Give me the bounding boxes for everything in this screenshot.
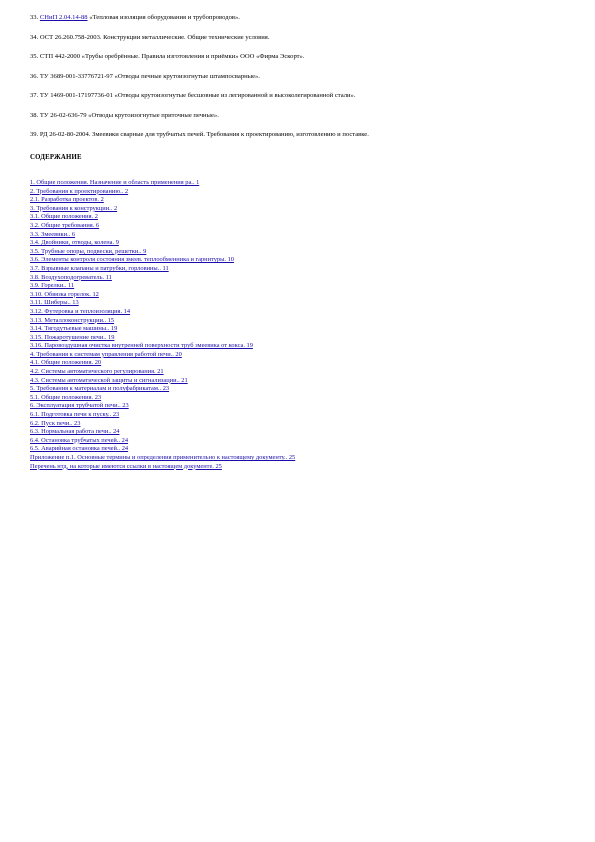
reference-item: 34. ОСТ 26.260.758-2003. Конструкции металлические. Общие технические условия.: [30, 33, 270, 41]
toc-link[interactable]: 6.4. Остановка трубчатых печей.. 24: [30, 436, 129, 444]
reference-item: 39. РД 26-02-80-2004. Змеевики сварные для трубчатых печей. Требования к проектированию, изготовлению и поставке.: [30, 131, 369, 138]
reference-list: [30, 14, 585, 151]
toc-link[interactable]: 3.15. Пожаротушение печи.. 19: [30, 333, 115, 341]
toc-link[interactable]: 3.6. Элементы контроля состояния змеев. теплообменника и гарнитуры. 10: [30, 256, 235, 264]
toc-link[interactable]: 4.1. Общие положения. 20: [30, 359, 102, 367]
toc-link[interactable]: 3.11. Шиберы.. 13: [30, 299, 79, 307]
toc-link[interactable]: 6. Эксплуатация трубчатой печи.. 23: [30, 402, 129, 410]
toc-link[interactable]: 2. Требования к проектированию.. 2: [30, 187, 129, 195]
toc-link[interactable]: 5. Требования к материалам и полуфабрикатам.. 23: [30, 385, 170, 393]
toc-link[interactable]: 3.2. Общие требования. 6: [30, 221, 100, 229]
toc-link[interactable]: 4. Требования к системам управления работой печи.. 20: [30, 350, 182, 358]
reference-item: 38. ТУ 26-02-636-79 «Отводы крутоизогнутые приточные печные».: [30, 111, 219, 119]
reference-item: 33. СНиП 2.04.14-88 «Тепловая изоляция оборудования и трубопроводов».: [30, 14, 240, 21]
toc-link[interactable]: 3.8. Воздухоподогреватель. 11: [30, 273, 112, 281]
reference-link[interactable]: СНиП 2.04.14-88: [39, 14, 88, 21]
toc-link[interactable]: Перечень нтд, на которые имеются ссылки в настоящем документе. 25: [30, 462, 222, 470]
toc-link[interactable]: 6.5. Аварийная остановка печей.. 24: [30, 445, 129, 453]
toc-link[interactable]: 4.2. Системы автоматического регулирования. 21: [30, 368, 164, 376]
toc-link[interactable]: 3.7. Взрывные клапаны и патрубки, горловины.. 11: [30, 264, 169, 272]
toc-link[interactable]: Приложение п.1. Основные термины и определения применительно к настоящему документу.. 25: [30, 454, 296, 461]
toc-link[interactable]: 3.10. Обвязка горелок. 12: [30, 290, 99, 298]
toc-link[interactable]: 4.3. Системы автоматической защиты и сигнализации.. 21: [30, 376, 188, 384]
reference-item: 35. СТП 442-2000 «Трубы оребрённые. Правила изготовления и приёмки» ООО «Фирма Эскорт».: [30, 53, 305, 60]
toc-link[interactable]: 3.16. Паровоздушная очистка внутренней поверхности труб змеевика от кокса. 19: [30, 342, 253, 350]
toc-link[interactable]: 3.1. Общие положения. 2: [30, 213, 98, 221]
toc-link[interactable]: 3.12. Футеровка и теплоизоляция. 14: [30, 307, 131, 315]
toc-link[interactable]: 3. Требования к конструкции.. 2: [30, 204, 118, 212]
reference-item: 37. ТУ 1469-001-17197736-01 «Отводы крутоизогнутые бесшовные из легированной и высоколегированной стали».: [30, 92, 356, 99]
table-of-contents: [30, 179, 585, 471]
toc-link[interactable]: 3.5. Трубные опоры, подвески, решетки.. 9: [30, 247, 147, 255]
toc-link[interactable]: 3.13. Металлоконструкции.. 15: [30, 316, 115, 324]
toc-link[interactable]: 5.1. Общие положения. 23: [30, 393, 102, 401]
toc-link[interactable]: 6.3. Нормальная работа печи.. 24: [30, 428, 120, 436]
toc-link[interactable]: 6.2. Пуск печи.. 23: [30, 419, 81, 427]
toc-link[interactable]: 3.4. Двойники, отводы, колена. 9: [30, 239, 119, 247]
toc-link[interactable]: 3.14. Тягодутьевые машины.. 19: [30, 325, 118, 333]
toc-link[interactable]: 2.1. Разработка проектов. 2: [30, 196, 104, 204]
toc-link[interactable]: 3.3. Змеевики.. 6: [30, 230, 76, 238]
toc-link[interactable]: 6.1. Подготовка печи к пуску.. 23: [30, 411, 120, 419]
reference-item: 36. ТУ 3689-001-33776721-97 «Отводы печные крутоизогнутые штампосварные».: [30, 72, 260, 80]
toc-link[interactable]: 1. Общие положения. Назначение и область применения ра.. 1: [30, 179, 200, 186]
toc-heading: СОДЕРЖАНИЕ: [30, 154, 82, 161]
toc-link[interactable]: 3.9. Горелки.. 11: [30, 282, 75, 290]
